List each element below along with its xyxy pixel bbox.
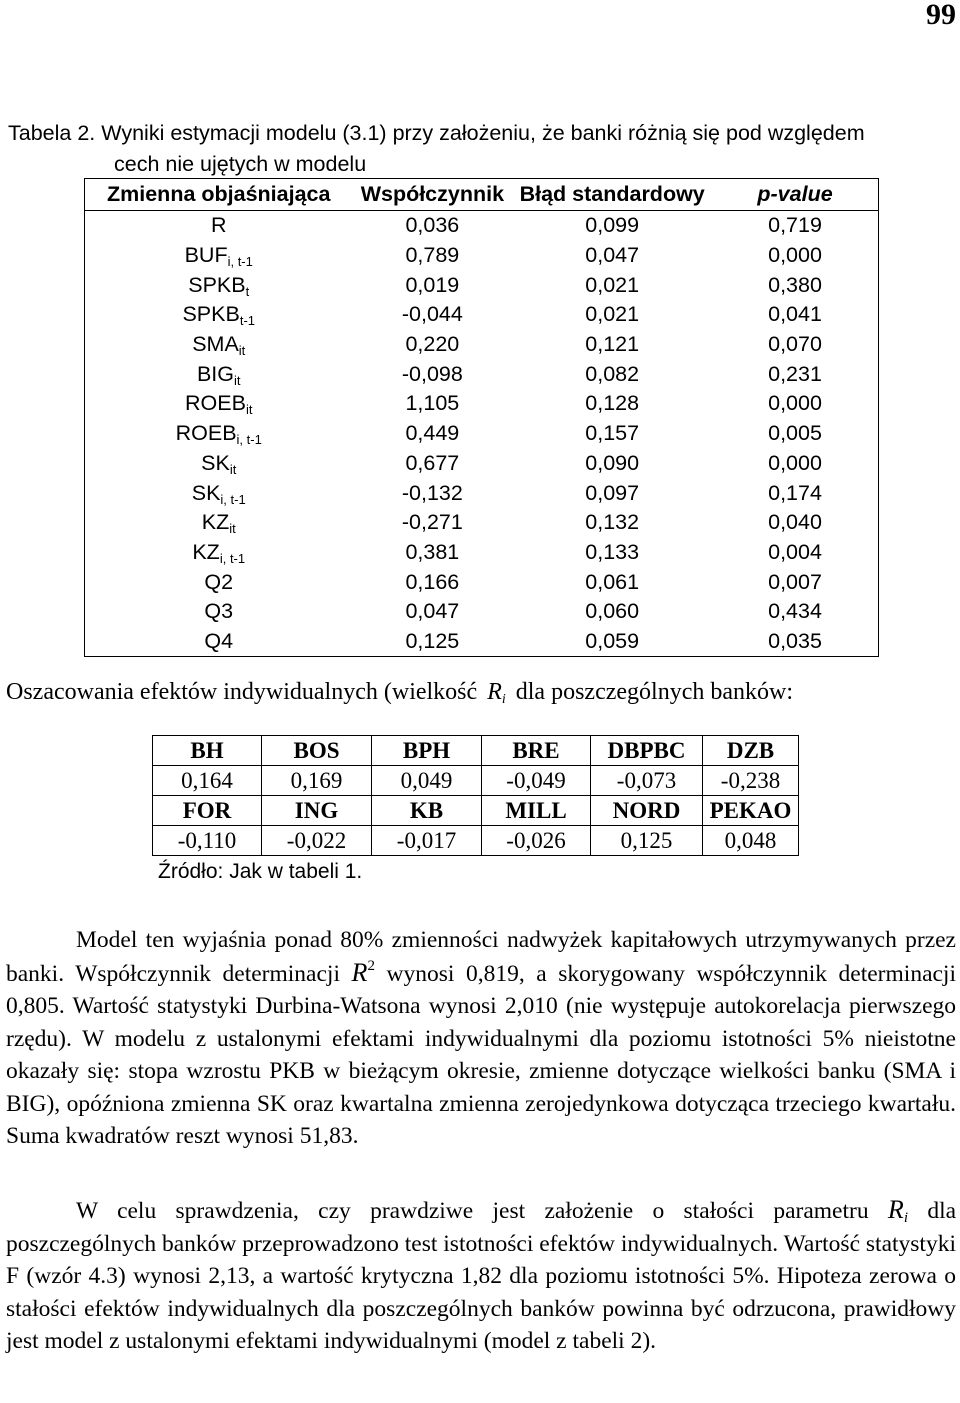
estimation-results-table [84,178,879,657]
table-row [85,627,879,657]
header-standard-error: Błąd standardowy [512,179,712,211]
bank-name-cell: DBPBC [591,736,703,766]
cell-p-value: 0,005 [768,421,822,446]
effects-intro [6,679,793,706]
cell-p-value: 0,035 [712,627,878,657]
effect-value-cell: 0,048 [703,826,799,856]
cell-standard-error: 0,133 [585,539,640,564]
cell-standard-error: 0,090 [585,450,640,475]
cell-p-value: 0,000 [768,391,822,416]
cell-standard-error: 0,128 [585,391,640,416]
cell-p-value: 0,004 [768,539,822,564]
effect-value-row [153,766,799,796]
paragraph-1 [6,924,956,1153]
bank-name-cell: MILL [482,796,591,826]
cell-standard-error: 0,157 [585,421,640,446]
variable-name: R [210,213,227,238]
cell-variable [85,270,353,300]
effect-value-cell: 0,125 [591,826,703,856]
variable-name: KZ [201,510,230,535]
caption-line-2: cech nie ujętych w modelu [114,152,367,176]
table-row [85,389,879,419]
cell-variable [85,567,353,597]
effect-value-cell: -0,110 [153,826,262,856]
cell-variable [85,359,353,389]
cell-coefficient: -0,132 [401,480,463,505]
bank-name-cell: FOR [153,796,262,826]
cell-coefficient: -0,044 [401,302,463,327]
cell-p-value: 0,000 [768,243,822,268]
effects-intro-text-end: dla poszczególnych banków: [515,679,793,705]
table-row [85,241,879,271]
ri-base: R [887,1195,904,1224]
cell-variable [85,478,353,508]
cell-variable [85,508,353,538]
table-row [85,270,879,300]
cell-coefficient: -0,271 [401,510,463,535]
variable-name: SK [201,450,230,475]
cell-coefficient: 0,036 [405,213,460,238]
effect-value-cell: -0,049 [482,766,591,796]
individual-effects-table [152,735,799,856]
paragraph-2-text-a: W celu sprawdzenia, czy prawdziwe jest założenie o stałości parametru [76,1198,869,1224]
cell-standard-error: 0,082 [585,361,640,386]
variable-subscript: it [245,402,253,418]
effect-value-cell: -0,026 [482,826,591,856]
cell-variable [85,597,353,627]
table-row [85,419,879,449]
effects-intro-text: Oszacowania efektów indywidualnych (wielkość [6,679,478,705]
cell-variable [85,449,353,479]
caption-line-1: Tabela 2. Wyniki estymacji modelu (3.1) przy założeniu, że banki różnią się pod względem [8,121,865,145]
effect-value-cell: -0,017 [372,826,482,856]
variable-subscript: it [229,461,237,477]
cell-standard-error: 0,097 [585,480,640,505]
cell-coefficient: 0,047 [405,599,460,624]
table-row [85,330,879,360]
table-source: Źródło: Jak w tabeli 1. [158,860,363,883]
table-row [85,508,879,538]
variable-r: R [487,679,502,705]
variable-subscript: i, t-1 [236,432,262,448]
cell-variable [85,389,353,419]
variable-name: BIG [196,361,234,386]
table-row [85,538,879,568]
variable-subscript: it [234,372,241,388]
cell-coefficient: 0,019 [405,272,460,297]
effect-value-cell: 0,164 [153,766,262,796]
table-body [85,211,879,657]
cell-variable [85,627,353,657]
variable-name: ROEB [185,391,246,416]
variable-name: SPKB [182,302,240,327]
effect-value-cell: 0,169 [262,766,372,796]
cell-p-value: 0,000 [768,450,822,475]
bank-name-row [153,736,799,766]
r-squared-symbol [352,958,375,987]
effect-value-cell: 0,049 [372,766,482,796]
cell-variable [85,241,353,271]
variable-subscript: i [501,692,506,707]
header-p-value: p-value [712,179,878,211]
cell-standard-error: 0,099 [585,213,640,238]
cell-p-value: 0,070 [768,332,822,357]
cell-variable [85,330,353,360]
bank-name-cell: PEKAO [703,796,799,826]
cell-standard-error: 0,047 [585,243,640,268]
cell-variable [85,211,353,241]
cell-p-value: 0,041 [768,302,822,327]
cell-coefficient: 0,677 [405,450,460,475]
cell-standard-error: 0,021 [585,302,640,327]
table-row [85,597,879,627]
cell-p-value: 0,007 [768,569,822,594]
cell-coefficient: -0,098 [401,361,463,386]
cell-coefficient: 0,789 [405,243,460,268]
table-row [85,211,879,241]
variable-subscript: it [238,343,246,359]
effect-value-row [153,826,799,856]
table-caption [8,118,958,180]
variable-name: Q4 [204,628,234,653]
effects-body [153,736,799,856]
table-row [85,449,879,479]
effect-value-cell: -0,073 [591,766,703,796]
ri-subscript: i [903,1210,908,1226]
variable-name: KZ [192,539,220,564]
header-variable: Zmienna objaśniająca [85,179,353,211]
cell-p-value: 0,174 [768,480,822,505]
cell-standard-error: 0,059 [512,627,712,657]
paragraph-1-text-b: wynosi 0,819, a skorygowany współczynnik determinacji 0,805. Wartość statystyki Durbina-Watsona wynosi 2,010 (nie występuje autokorelacja pierwszego rzędu). W modelu z ustalonymi efektami indywidualnymi dla poziomu istotności 5% nieistotne okazały się: stopa wzrostu PKB w bieżącym okresie, zmienne dotyczące wielkości banku (SMA i BIG), opóźniona zmienna SK oraz kwartalna zmienna zerojedynkowa dotycząca trzeciego kwartału. Suma kwadratów reszt wynosi 51,83. [6,960,956,1149]
cell-coefficient: 0,125 [352,627,512,657]
variable-name: Q3 [204,599,234,624]
variable-name: SPKB [188,272,246,297]
cell-standard-error: 0,060 [585,599,640,624]
ri-symbol [888,1195,908,1224]
variable-subscript: i, t-1 [227,254,253,270]
variable-subscript: it [229,521,236,537]
variable-subscript: i, t-1 [219,550,246,566]
cell-standard-error: 0,021 [585,272,640,297]
r-squared-base: R [351,957,368,987]
cell-p-value: 0,040 [768,510,822,535]
page-number: 99 [926,0,956,31]
bank-name-row [153,796,799,826]
paragraph-2 [6,1194,956,1358]
bank-name-cell: BPH [372,736,482,766]
cell-standard-error: 0,121 [585,332,640,357]
variable-subscript: t [245,283,250,299]
bank-name-cell: NORD [591,796,703,826]
bank-name-cell: BH [153,736,262,766]
bank-name-cell: DZB [703,736,799,766]
effects-intro-variable [487,679,506,705]
cell-variable [85,300,353,330]
table-row [85,567,879,597]
cell-p-value: 0,719 [768,213,822,238]
r-squared-exponent: 2 [367,957,375,974]
bank-name-cell: BOS [262,736,372,766]
variable-subscript: t-1 [239,313,255,329]
paragraph-2-text-b: dla poszczególnych banków przeprowadzono test istotności efektów indywidualnych. Wartość statystyki F (wzór 4.3) wynosi 2,13, a wartość krytyczna 1,82 dla poziomu istotności 5%. Hipoteza zerowa o stałości efektów indywidualnych dla poszczególnych banków powinna być odrzucona, prawidłowy jest model z ustalonymi efektami indywidualnymi (model z tabeli 2). [6,1198,957,1354]
cell-coefficient: 1,105 [405,391,460,416]
cell-variable [85,419,353,449]
variable-name: ROEB [175,421,237,446]
cell-standard-error: 0,132 [585,510,640,535]
variable-subscript: i, t-1 [220,491,246,507]
bank-name-cell: ING [262,796,372,826]
variable-name: Q2 [204,569,234,594]
cell-standard-error: 0,061 [585,569,640,594]
header-coefficient: Współczynnik [352,179,512,211]
table-row [85,478,879,508]
cell-coefficient: 0,381 [405,539,460,564]
variable-name: BUF [184,243,228,268]
cell-p-value: 0,380 [768,272,822,297]
effect-value-cell: -0,238 [703,766,799,796]
cell-coefficient: 0,220 [405,332,460,357]
effect-value-cell: -0,022 [262,826,372,856]
table-row [85,359,879,389]
variable-name: SK [191,480,221,505]
cell-p-value: 0,231 [768,361,822,386]
table-header-row [85,179,879,211]
bank-name-cell: BRE [482,736,591,766]
cell-p-value: 0,434 [768,599,822,624]
cell-variable [85,538,353,568]
cell-coefficient: 0,166 [405,569,460,594]
cell-coefficient: 0,449 [405,421,460,446]
variable-name: SMA [192,332,239,357]
table-row [85,300,879,330]
paragraph-1-text-a: Model ten wyjaśnia ponad 80% zmienności nadwyżek kapitałowych utrzymywanych przez banki. Współczynnik determinacji [6,927,956,987]
bank-name-cell: KB [372,796,482,826]
